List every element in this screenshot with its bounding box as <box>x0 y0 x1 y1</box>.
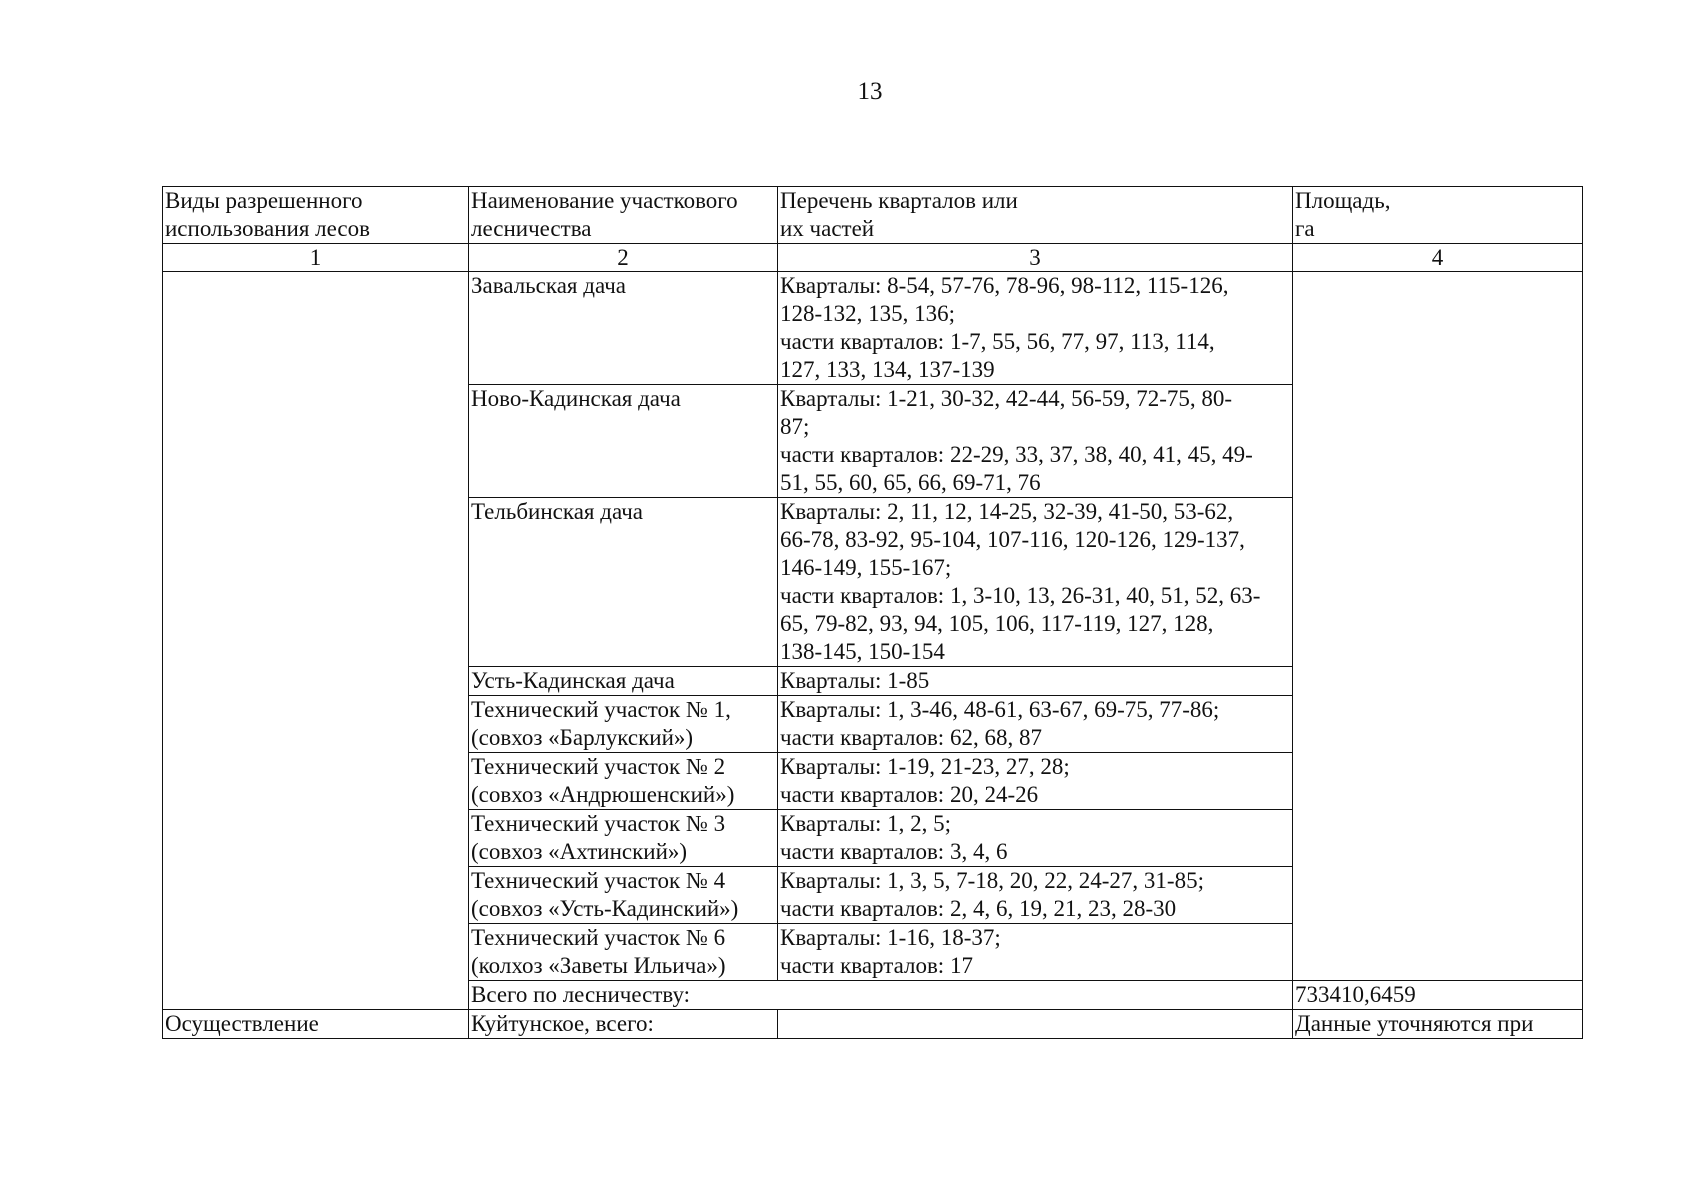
forestry-name-cell: Технический участок № 3 (совхоз «Ахтинский») <box>469 810 778 867</box>
forest-quarters-table <box>162 186 1583 1039</box>
quarters-cell: Кварталы: 1-19, 21-23, 27, 28; части кварталов: 20, 24-26 <box>778 753 1293 810</box>
area-cell <box>1293 272 1583 981</box>
forestry-name-cell: Усть-Кадинская дача <box>469 667 778 696</box>
quarters-cell: Кварталы: 1-16, 18-37; части кварталов: 17 <box>778 924 1293 981</box>
header-forestry-name: Наименование участкового лесничества <box>469 187 778 244</box>
forestry-name-cell: Тельбинская дача <box>469 498 778 667</box>
forestry-name-cell: Завальская дача <box>469 272 778 385</box>
forestry-name-cell: Куйтунское, всего: <box>469 1010 778 1039</box>
column-number-row <box>163 244 1583 272</box>
usage-type-cell <box>163 272 469 1010</box>
page-number: 13 <box>857 78 883 105</box>
forestry-name-cell: Технический участок № 4 (совхоз «Усть-Кадинский») <box>469 867 778 924</box>
quarters-cell: Кварталы: 1, 3-46, 48-61, 63-67, 69-75, 77-86; части кварталов: 62, 68, 87 <box>778 696 1293 753</box>
total-area: 733410,6459 <box>1293 981 1583 1010</box>
forestry-name-cell: Ново-Кадинская дача <box>469 385 778 498</box>
quarters-cell: Кварталы: 8-54, 57-76, 78-96, 98-112, 115-126, 128-132, 135, 136; части кварталов: 1-7, 55, 56, 77, 97, 113, 114, 127, 133, 134, 137-139 <box>778 272 1293 385</box>
column-number: 2 <box>469 244 778 272</box>
quarters-cell: Кварталы: 1-21, 30-32, 42-44, 56-59, 72-75, 80- 87; части кварталов: 22-29, 33, 37, 38, 40, 41, 45, 49- 51, 55, 60, 65, 66, 69-71, 76 <box>778 385 1293 498</box>
table-row <box>163 272 1583 385</box>
column-number: 3 <box>778 244 1293 272</box>
forestry-name-cell: Технический участок № 2 (совхоз «Андрюшенский») <box>469 753 778 810</box>
next-section-row <box>163 1010 1583 1039</box>
column-number: 1 <box>163 244 469 272</box>
forestry-name-cell: Технический участок № 1, (совхоз «Барлукский») <box>469 696 778 753</box>
usage-type-cell: Осуществление <box>163 1010 469 1039</box>
quarters-cell: Кварталы: 1, 3, 5, 7-18, 20, 22, 24-27, 31-85; части кварталов: 2, 4, 6, 19, 21, 23, 28-30 <box>778 867 1293 924</box>
forestry-name-cell: Технический участок № 6 (колхоз «Заветы Ильича») <box>469 924 778 981</box>
area-cell: Данные уточняются при <box>1293 1010 1583 1039</box>
quarters-cell <box>778 1010 1293 1039</box>
header-area: Площадь, га <box>1293 187 1583 244</box>
quarters-cell: Кварталы: 1, 2, 5; части кварталов: 3, 4, 6 <box>778 810 1293 867</box>
header-row <box>163 187 1583 244</box>
column-number: 4 <box>1293 244 1583 272</box>
header-usage-types: Виды разрешенного использования лесов <box>163 187 469 244</box>
total-label: Всего по лесничеству: <box>469 981 1293 1010</box>
header-quarters-list: Перечень кварталов или их частей <box>778 187 1293 244</box>
quarters-cell: Кварталы: 2, 11, 12, 14-25, 32-39, 41-50, 53-62, 66-78, 83-92, 95-104, 107-116, 120-126, 129-137, 146-149, 155-167; части кварталов: 1, 3-10, 13, 26-31, 40, 51, 52, 63- 65, 79-82, 93, 94, 105, 106, 117-119, 127, 128, 138-145, 150-154 <box>778 498 1293 667</box>
quarters-cell: Кварталы: 1-85 <box>778 667 1293 696</box>
